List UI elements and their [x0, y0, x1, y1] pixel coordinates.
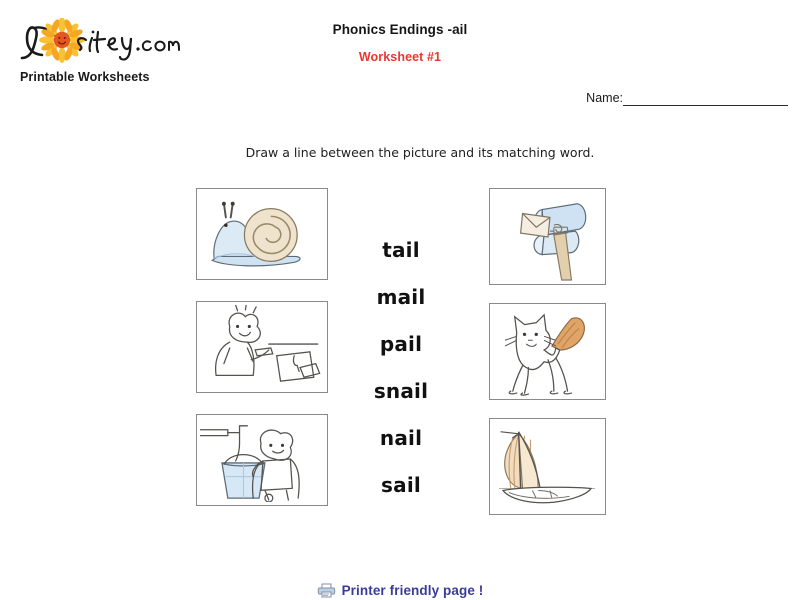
name-input-rule[interactable] [623, 90, 788, 106]
word-item[interactable]: sail [381, 473, 421, 497]
word-item[interactable]: pail [379, 332, 423, 356]
worksheet-number: Worksheet #1 [358, 50, 442, 64]
picture-frame-pail[interactable] [196, 414, 328, 506]
picture-frame-sail[interactable] [489, 418, 606, 515]
tail-picture [493, 307, 602, 396]
word-item[interactable]: tail [382, 238, 420, 262]
picture-frame-mail[interactable] [489, 188, 606, 285]
word-item[interactable]: snail [373, 379, 429, 403]
left-picture-column [196, 188, 328, 527]
printer-icon [317, 583, 336, 598]
nail-picture [200, 305, 324, 389]
picture-frame-nail[interactable] [196, 301, 328, 393]
mail-picture [493, 192, 602, 281]
printer-friendly-label: Printer friendly page ! [341, 583, 484, 598]
page-title: Phonics Endings -ail [332, 22, 468, 37]
printer-friendly-link[interactable] [0, 583, 800, 598]
matching-exercise [0, 188, 800, 543]
picture-frame-tail[interactable] [489, 303, 606, 400]
word-item[interactable]: mail [376, 285, 426, 309]
name-label: Name: [586, 91, 623, 105]
sail-picture [493, 422, 602, 511]
picture-frame-snail[interactable] [196, 188, 328, 280]
right-picture-column [489, 188, 606, 533]
pail-picture [200, 418, 324, 502]
name-field[interactable] [586, 90, 788, 106]
word-item[interactable]: nail [379, 426, 423, 450]
logo-tagline: Printable Worksheets [20, 70, 150, 84]
instruction-text: Draw a line between the picture and its matching word. [245, 145, 595, 160]
snail-picture [200, 192, 324, 276]
word-list [345, 188, 457, 497]
